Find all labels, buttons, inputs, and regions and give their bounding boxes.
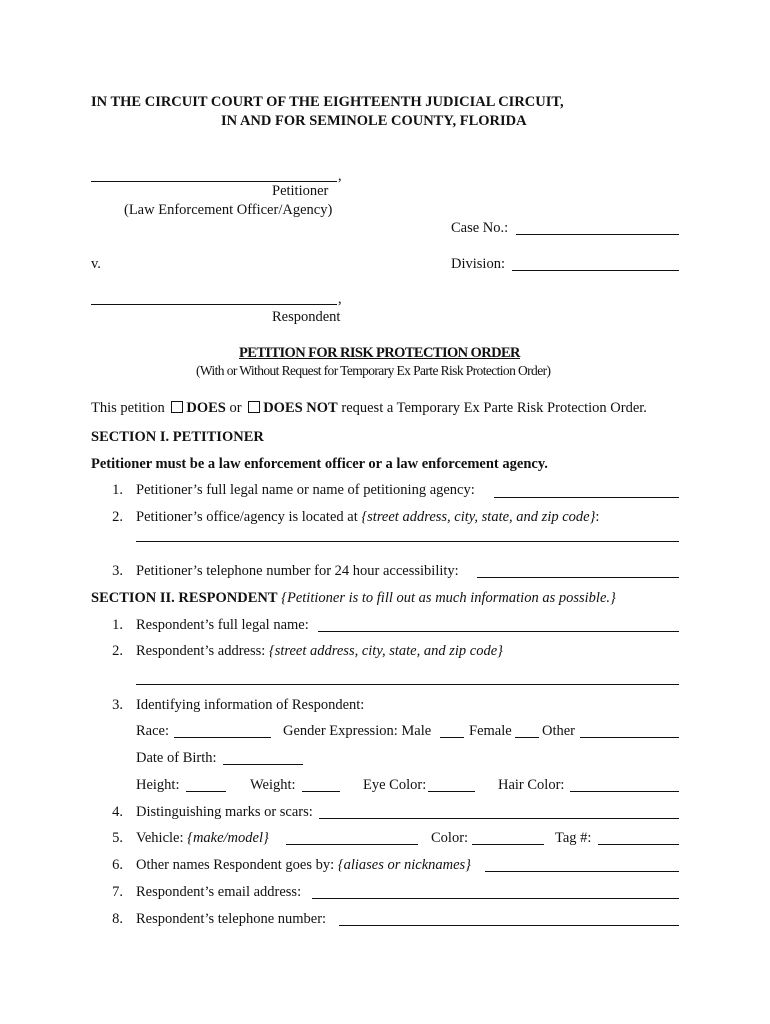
does-label: DOES [186,400,226,416]
s2-item4-number: 4. [112,804,123,820]
s2-item2-hint: {street address, city, state, and zip code} [268,643,503,659]
s2-item7-number: 7. [112,884,123,900]
versus-label: v. [91,256,101,272]
division-line[interactable] [512,270,679,271]
other-label: Other [542,723,576,739]
s1-item1-number: 1. [112,482,123,498]
does-checkbox[interactable] [171,401,183,413]
respondent-address-line[interactable] [136,684,679,685]
weight-line[interactable] [302,791,340,792]
marks-scars-line[interactable] [319,818,679,819]
other-line[interactable] [580,737,679,738]
petitioner-agency-name-line[interactable] [494,497,679,498]
respondent-name-line[interactable] [91,304,337,305]
case-no-label: Case No.: [451,220,509,236]
eye-color-label: Eye Color: [363,777,427,793]
s1-item2-number: 2. [112,509,123,525]
vehicle-line[interactable] [286,844,418,845]
s1-item2-hint: {street address, city, state, and zip code} [361,509,596,525]
s2-item3-label: Identifying information of Respondent: [136,697,365,713]
section2-hint: {Petitioner is to fill out as much information as possible.} [281,590,616,606]
weight-label: Weight: [250,777,296,793]
petitioner-sublabel: (Law Enforcement Officer/Agency) [124,202,333,218]
height-label: Height: [136,777,180,793]
s2-item5-label: Vehicle: {make/model} [136,830,269,846]
s2-item6-number: 6. [112,857,123,873]
aliases-line[interactable] [485,871,679,872]
color-label: Color: [431,830,469,846]
s1-item3-label: Petitioner’s telephone number for 24 hour accessibility: [136,563,459,579]
s2-item8-number: 8. [112,911,123,927]
s2-item5-number: 5. [112,830,123,846]
petitioner-phone-line[interactable] [477,577,679,578]
vehicle-hint: {make/model} [187,830,269,846]
vehicle-tag-line[interactable] [598,844,679,845]
s1-item3-number: 3. [112,563,123,579]
hair-color-line[interactable] [570,791,679,792]
does-not-label: DOES NOT [263,400,338,416]
hair-color-label: Hair Color: [498,777,565,793]
court-header-line2: IN AND FOR SEMINOLE COUNTY, FLORIDA [221,113,527,129]
race-label: Race: [136,723,170,739]
dob-line[interactable] [223,764,303,765]
s2-item1-number: 1. [112,617,123,633]
petitioner-comma: , [338,168,342,184]
s2-item4-label: Distinguishing marks or scars: [136,804,313,820]
eye-color-line[interactable] [428,791,475,792]
petitioner-address-line[interactable] [136,541,679,542]
s2-item1-label: Respondent’s full legal name: [136,617,309,633]
dob-label: Date of Birth: [136,750,217,766]
section2-heading: SECTION II. RESPONDENT [91,590,278,606]
court-header-line1: IN THE CIRCUIT COURT OF THE EIGHTEENTH JUDICIAL CIRCUIT, [91,94,564,110]
petition-title: PETITION FOR RISK PROTECTION ORDER [239,345,520,361]
s2-item7-label: Respondent’s email address: [136,884,302,900]
section2-heading-row [91,590,616,607]
division-label: Division: [451,256,505,272]
email-line[interactable] [312,898,679,899]
s2-item2-number: 2. [112,643,123,659]
respondent-phone-line[interactable] [339,925,679,926]
female-line[interactable] [515,737,539,738]
does-not-checkbox[interactable] [248,401,260,413]
vehicle-color-line[interactable] [472,844,544,845]
male-line[interactable] [440,737,464,738]
s2-item2-label: Respondent’s address: {street address, city, state, and zip code} [136,643,503,659]
respondent-comma: , [338,291,342,307]
height-line[interactable] [186,791,226,792]
tag-label: Tag #: [555,830,592,846]
case-no-line[interactable] [516,234,679,235]
respondent-legal-name-line[interactable] [318,631,679,632]
petitioner-name-line[interactable] [91,181,337,182]
respondent-label: Respondent [272,309,341,325]
request-line [91,400,647,417]
petitioner-label: Petitioner [272,183,329,199]
petition-subtitle: (With or Without Request for Temporary Ex Parte Risk Protection Order) [196,363,551,378]
section1-heading: SECTION I. PETITIONER [91,429,264,445]
request-prefix: This petition [91,400,165,416]
s2-item3-number: 3. [112,697,123,713]
s1-item2-label: Petitioner’s office/agency is located at {street address, city, state, and zip code}: [136,509,600,525]
aliases-hint: {aliases or nicknames} [337,857,471,873]
race-line[interactable] [174,737,271,738]
female-label: Female [469,723,512,739]
request-suffix: request a Temporary Ex Parte Risk Protection Order. [341,400,647,416]
section1-note: Petitioner must be a law enforcement officer or a law enforcement agency. [91,456,548,472]
or-label: or [229,400,242,416]
s2-item8-label: Respondent’s telephone number: [136,911,327,927]
gender-label: Gender Expression: Male [283,723,432,739]
s1-item1-label: Petitioner’s full legal name or name of petitioning agency: [136,482,475,498]
s2-item6-label: Other names Respondent goes by: {aliases or nicknames} [136,857,471,873]
